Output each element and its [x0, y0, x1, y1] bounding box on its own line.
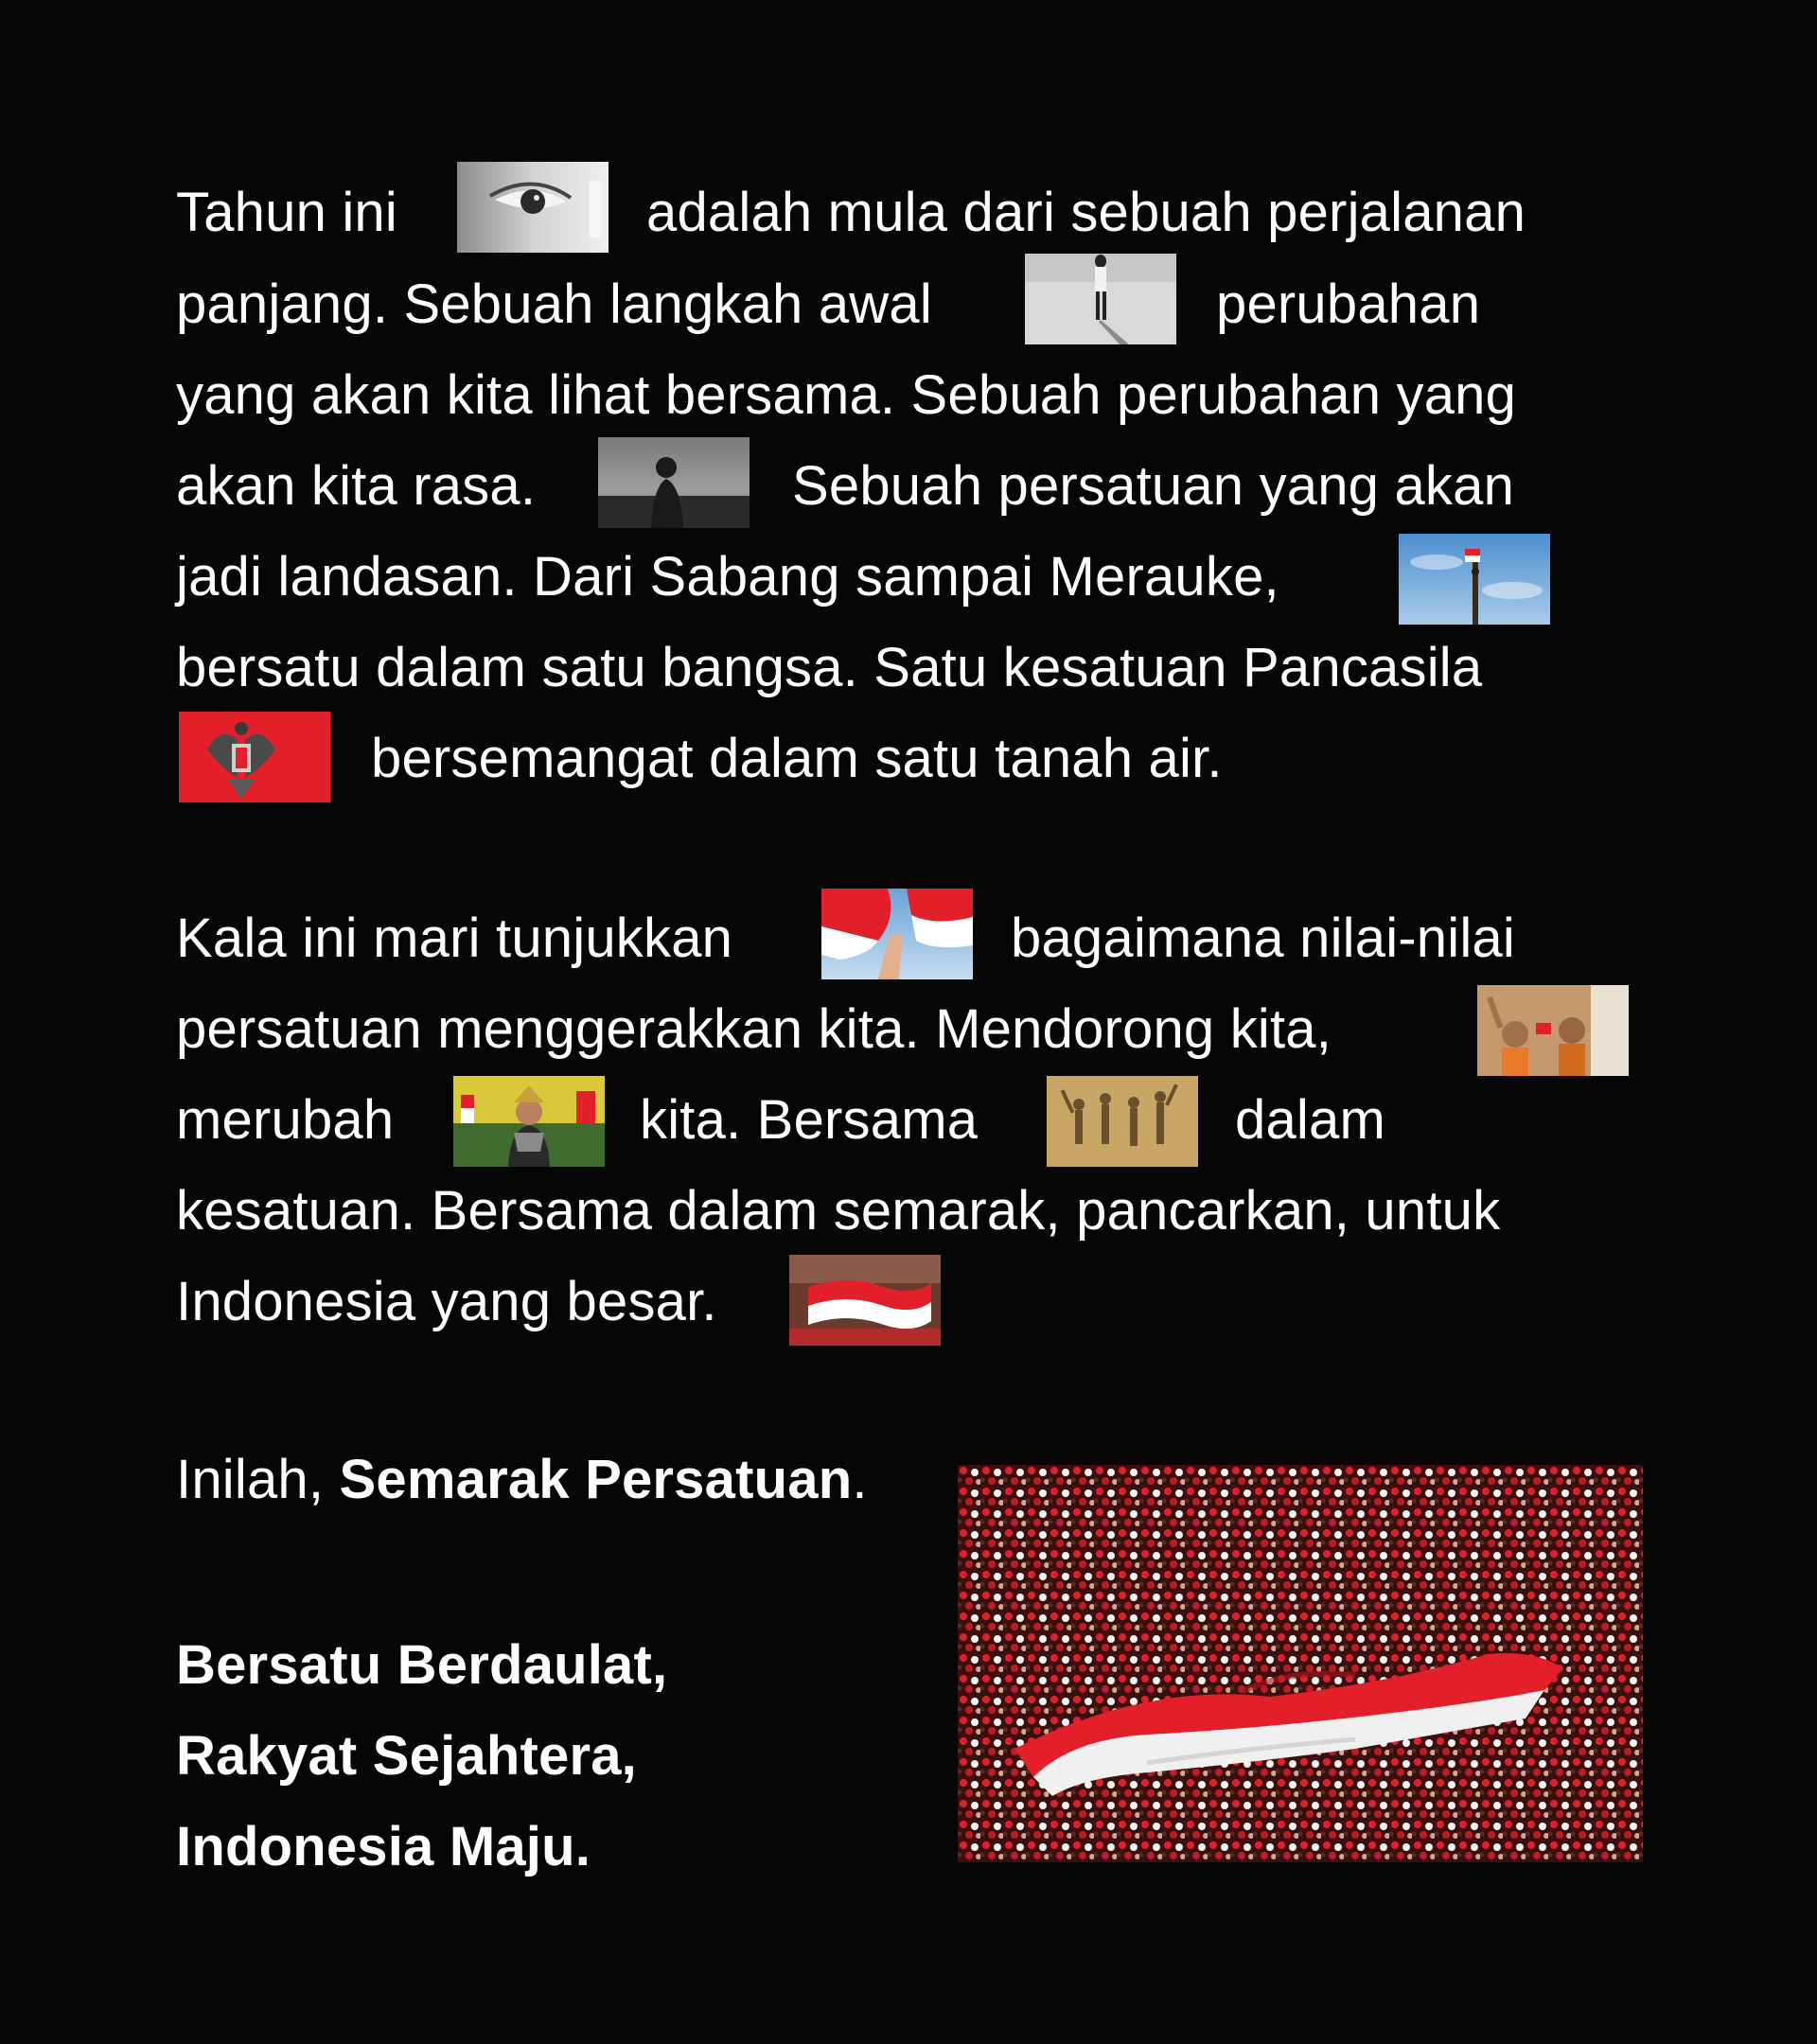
paragraph1-line4	[176, 437, 536, 528]
motto-line2	[176, 1707, 637, 1798]
text: Bersatu Berdaulat,	[176, 1633, 668, 1696]
text: kita. Bersama	[640, 1088, 979, 1151]
text: persatuan menggerakkan kita. Mendorong kita,	[176, 997, 1332, 1060]
paragraph1-line2	[176, 256, 932, 346]
text: yang akan kita lihat bersama. Sebuah perubahan yang	[176, 363, 1517, 426]
shadows-sand-image	[1047, 1076, 1198, 1167]
text: panjang. Sebuah langkah awal	[176, 273, 932, 335]
paragraph1-line1-cont	[646, 164, 1526, 255]
motto-line3	[176, 1798, 591, 1889]
garuda-emblem-image	[179, 712, 330, 802]
paragraph2-line5	[176, 1253, 717, 1344]
motto-line1	[176, 1616, 667, 1707]
paragraph2-line4	[176, 1162, 1500, 1253]
paragraph1-line1	[176, 164, 397, 255]
silhouette-image	[598, 437, 750, 528]
text: Rakyat Sejahtera,	[176, 1724, 637, 1787]
paragraph2-line3-cont	[640, 1071, 978, 1162]
text: perubahan	[1216, 273, 1481, 335]
paragraph1-line3	[176, 346, 1516, 437]
children-cheering-image	[1477, 985, 1629, 1076]
eye-closeup-image	[457, 162, 609, 253]
text: bersatu dalam satu bangsa. Satu kesatuan Pancasila	[176, 636, 1483, 698]
text: Tahun ini	[176, 181, 397, 243]
campaign-title: Semarak Persatuan	[339, 1449, 853, 1510]
closing-line	[176, 1435, 868, 1525]
text: adalah mula dari sebuah perjalanan	[646, 181, 1526, 243]
paragraph2-line3-end	[1235, 1071, 1385, 1162]
text: Sebuah persatuan yang akan	[792, 454, 1515, 517]
paragraph1-line2-cont	[1216, 256, 1480, 346]
text: Indonesia yang besar.	[176, 1270, 717, 1332]
paragraph2-line2	[176, 980, 1332, 1071]
text: bersemangat dalam satu tanah air.	[371, 727, 1223, 789]
text: bagaimana nilai-nilai	[1011, 907, 1515, 969]
paragraph2-line1	[176, 890, 732, 980]
hand-flag-image	[821, 889, 973, 979]
paragraph1-line5	[176, 528, 1279, 619]
text: Indonesia Maju.	[176, 1815, 591, 1877]
paragraph2-line1-cont	[1011, 890, 1515, 980]
traditional-costume-image	[453, 1076, 605, 1167]
paragraph1-line6	[176, 619, 1482, 710]
text: kesatuan. Bersama dalam semarak, pancarkan, untuk	[176, 1179, 1501, 1242]
closing-period: .	[852, 1449, 868, 1510]
text: dalam	[1235, 1088, 1385, 1151]
closing-intro: Inilah,	[176, 1449, 340, 1510]
paragraph1-line7	[371, 710, 1223, 801]
text: jadi landasan. Dari Sabang sampai Merauke,	[176, 545, 1279, 608]
text: merubah	[176, 1088, 395, 1151]
crowd-flag-image	[958, 1465, 1643, 1862]
walking-figure-image	[1025, 254, 1176, 344]
waving-flag-crowd-image	[789, 1255, 941, 1346]
paragraph1-line4-cont	[792, 437, 1514, 528]
flag-climb-image	[1399, 534, 1550, 625]
text: akan kita rasa.	[176, 454, 537, 517]
text: Kala ini mari tunjukkan	[176, 907, 733, 969]
paragraph2-line3	[176, 1071, 394, 1162]
